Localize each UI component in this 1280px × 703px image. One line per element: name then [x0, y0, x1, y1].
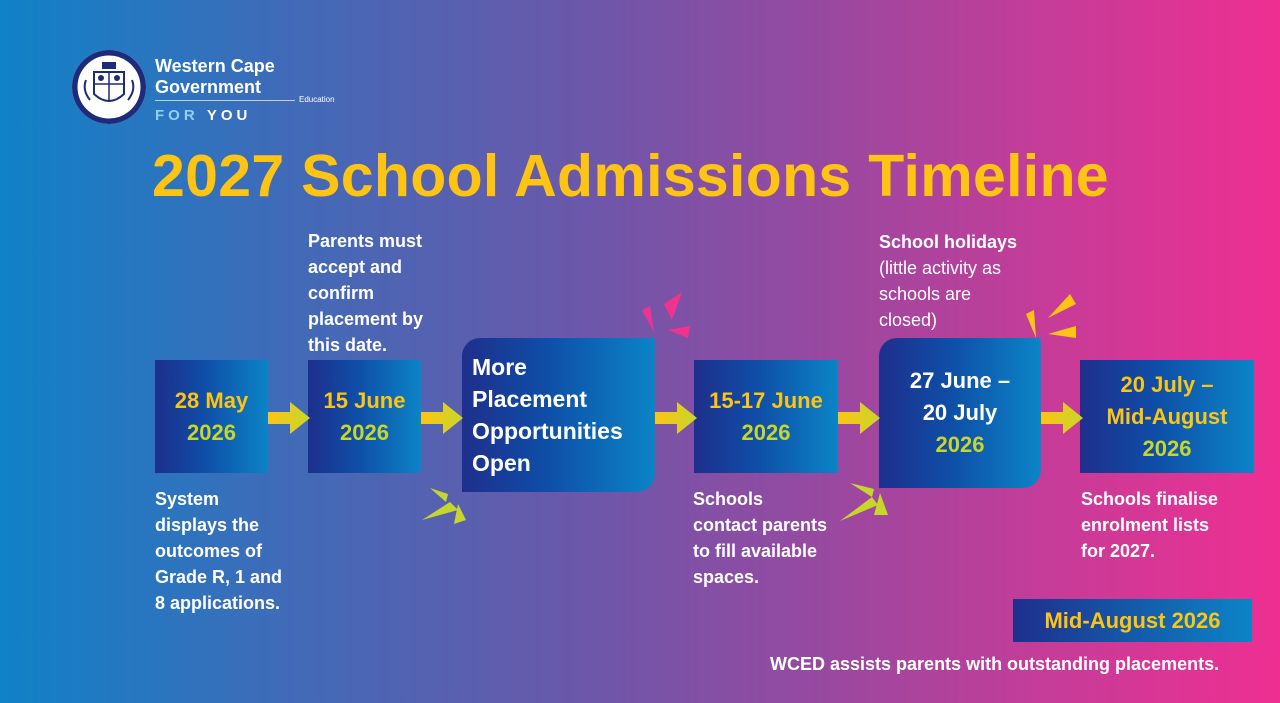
- milestone-box-more-placement: More Placement Opportunities Open: [462, 338, 655, 492]
- note-15-17-june: Schools contact parents to fill available spaces.: [693, 489, 828, 587]
- milestone-box-20-july: 20 July – Mid-August 2026: [1080, 360, 1254, 473]
- arrow-right-icon: [655, 400, 699, 436]
- brand-tagline: FOR YOU: [155, 107, 252, 124]
- brand-divider: [155, 100, 295, 101]
- burst-yellow-icon: [1022, 290, 1082, 350]
- arrow-right-icon: [838, 400, 882, 436]
- brand-dept: Education: [299, 95, 335, 104]
- milestone-box-15-june: 15 June 2026: [308, 360, 421, 473]
- brand-name: Western Cape Government: [155, 56, 275, 97]
- milestone-box-school-holidays: 27 June – 20 July 2026: [879, 338, 1041, 488]
- arrow-right-icon: [1041, 400, 1085, 436]
- note-20-july: Schools finalise enrolment lists for 2027.: [1081, 489, 1219, 561]
- burst-green-left-icon: [418, 480, 474, 536]
- burst-pink-icon: [638, 290, 694, 346]
- arrow-right-icon: [421, 400, 465, 436]
- milestone-box-28-may: 28 May 2026: [155, 360, 268, 473]
- final-note: WCED assists parents with outstanding placements.: [770, 654, 1220, 674]
- milestone-box-15-17-june: 15-17 June 2026: [694, 360, 838, 473]
- note-28-may: System displays the outcomes of Grade R, 1 and 8 applications.: [155, 489, 283, 613]
- arrow-right-icon: [268, 400, 312, 436]
- note-15-june: Parents must accept and confirm placement by this date.: [308, 231, 424, 355]
- burst-green-right-icon: [838, 475, 894, 531]
- crest-logo-icon: [72, 50, 146, 124]
- note-school-holidays: School holidays (little activity as schools are closed): [879, 232, 1018, 330]
- final-date-badge: Mid-August 2026: [1013, 599, 1252, 642]
- page-title: 2027 School Admissions Timeline: [152, 143, 1109, 209]
